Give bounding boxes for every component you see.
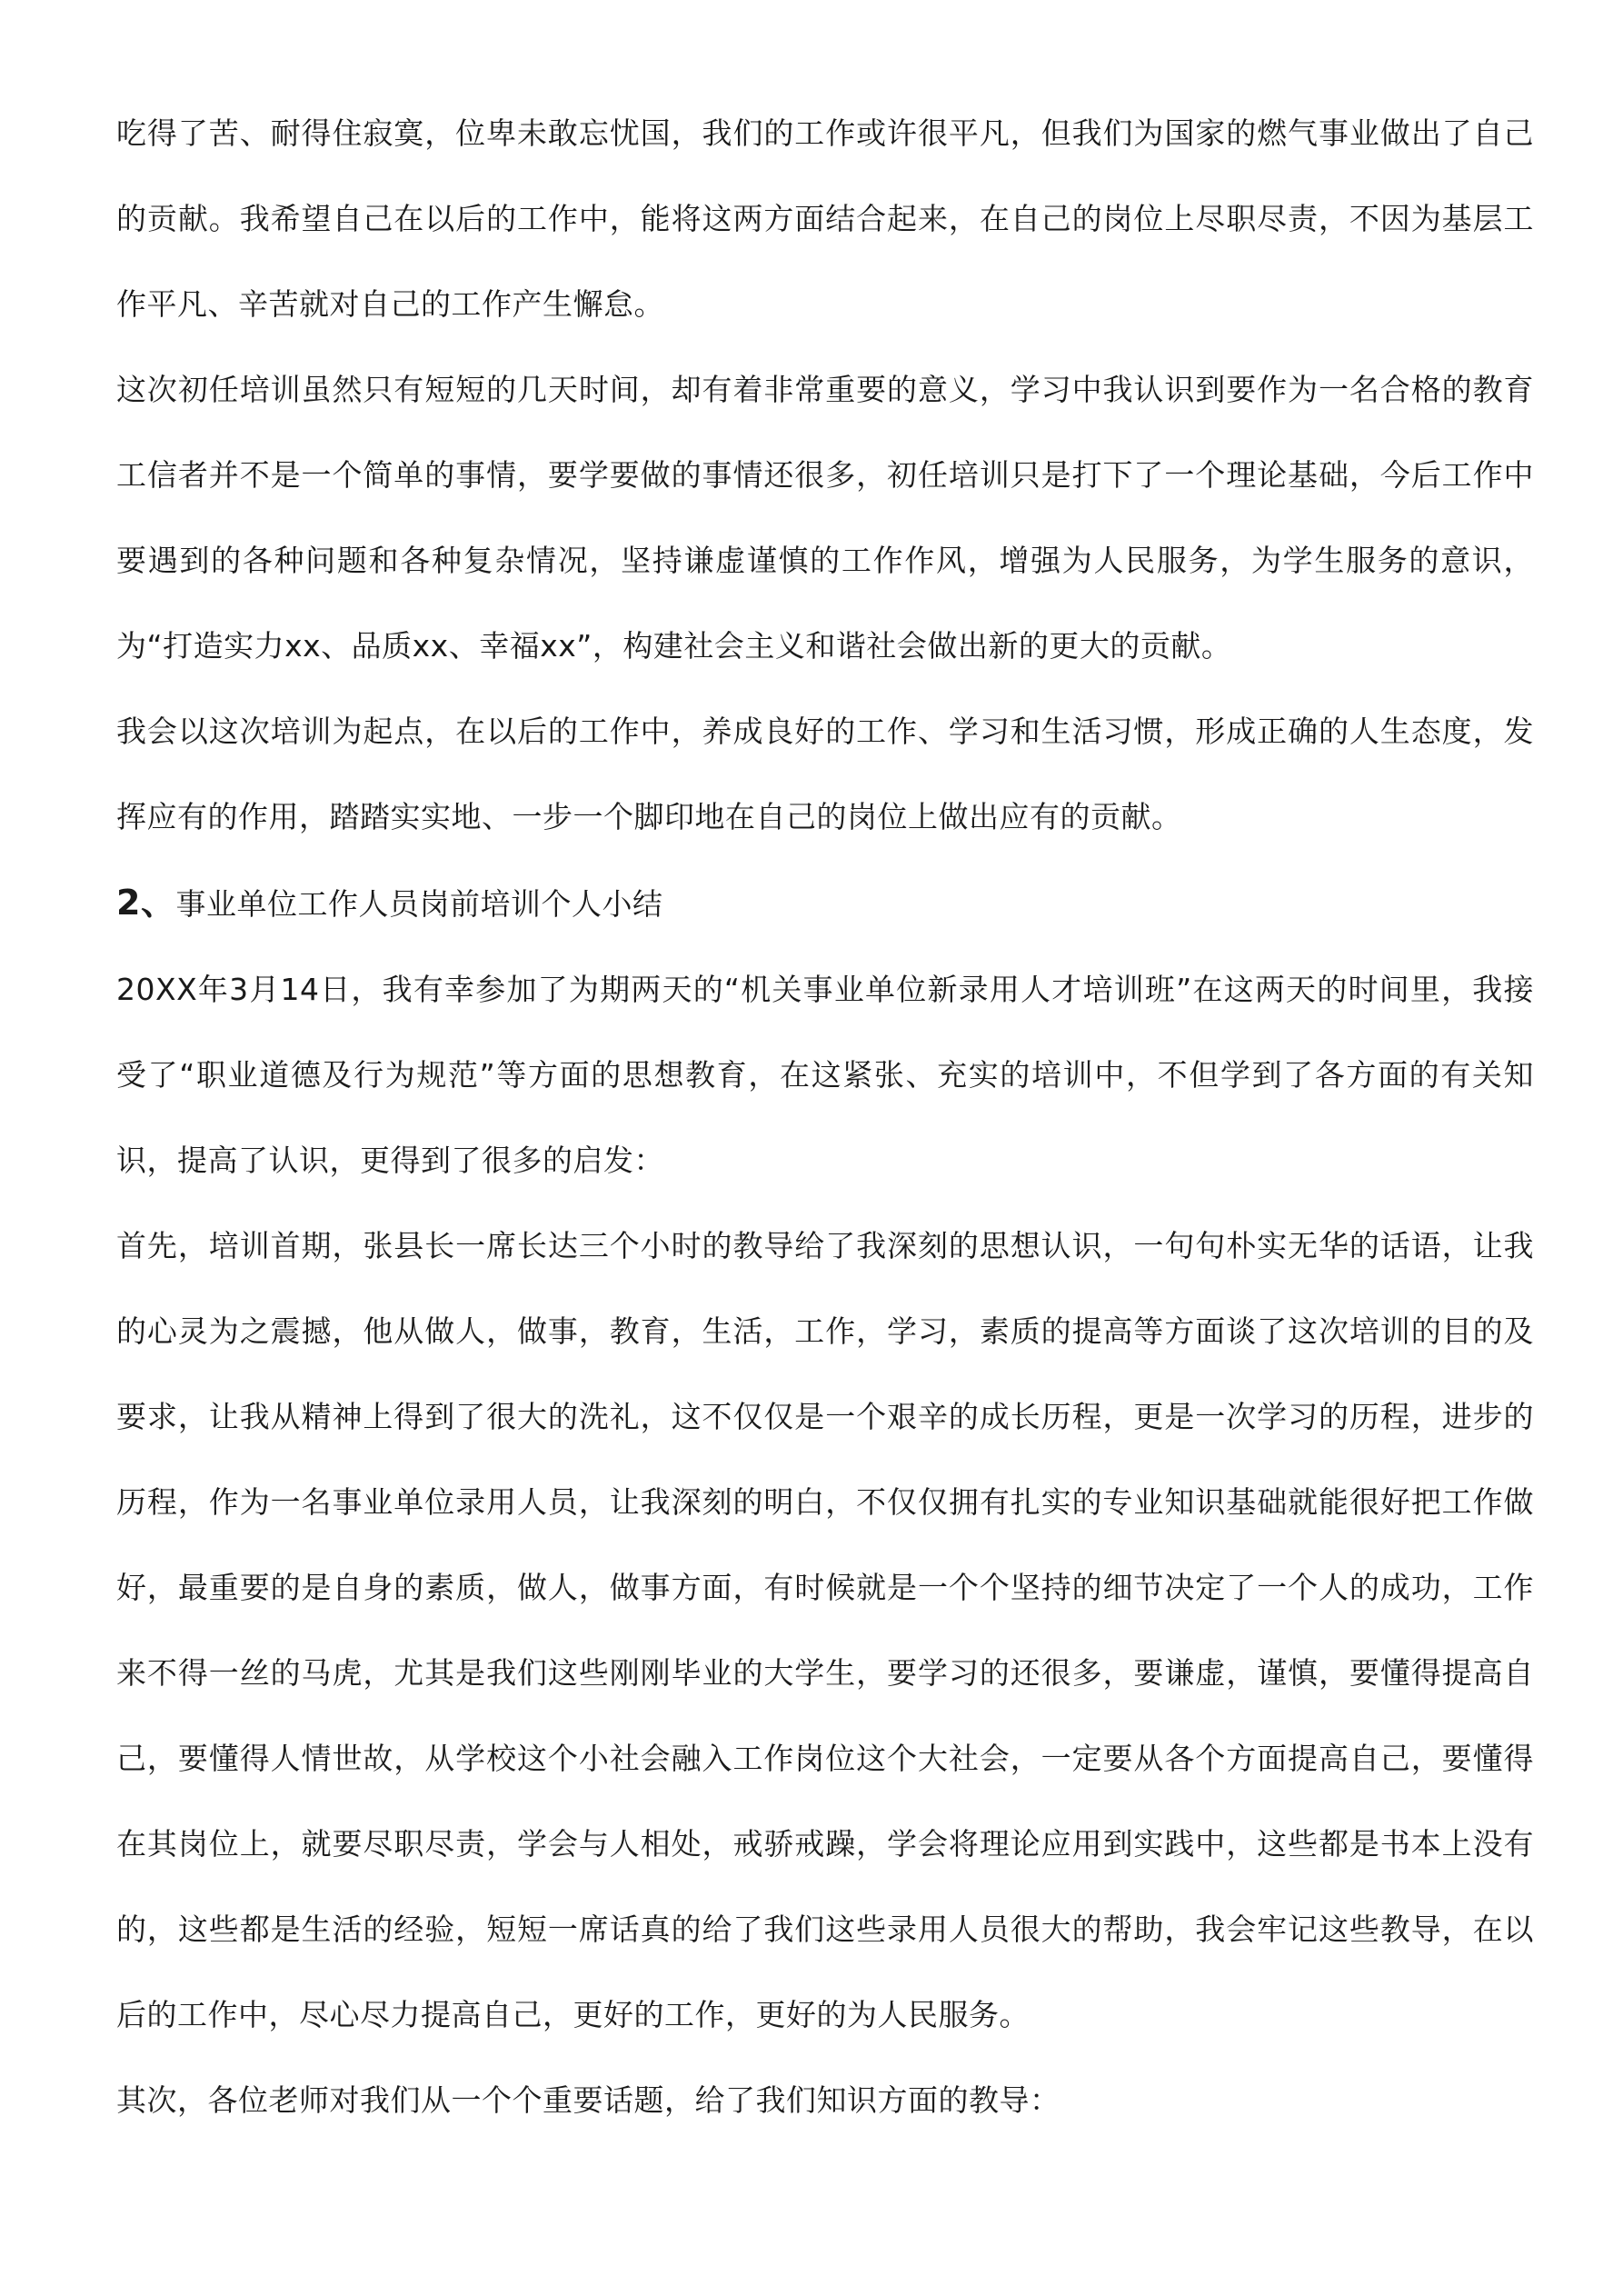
paragraph-intro: 20XX年3月14日，我有幸参加了为期两天的“机关事业单位新录用人才培训班”在这两天的时间里，我接受了“职业道德及行为规范”等方面的思想教育，在这紧张、充实的培训中，不但学到了各方面的有关知识，提高了认识，更得到了很多的启发：	[116, 972, 1534, 1178]
paragraph-commitment: 我会以这次培训为起点，在以后的工作中，养成良好的工作、学习和生活习惯，形成正确的人生态度，发挥应有的作用，踏踏实实地、一步一个脚印地在自己的岗位上做出应有的贡献。	[116, 714, 1534, 834]
paragraph-second-point: 其次，各位老师对我们从一个个重要话题，给了我们知识方面的教导：	[116, 2082, 1060, 2118]
document-page	[116, 91, 1534, 2143]
section-title: 事业单位工作人员岗前培训个人小结	[175, 886, 663, 922]
section-heading	[116, 860, 1534, 947]
paragraph-closing-continuation: 吃得了苦、耐得住寂寞，位卑未敢忘忧国，我们的工作或许很平凡，但我们为国家的燃气事业做出了自己的贡献。我希望自己在以后的工作中，能将这两方面结合起来，在自己的岗位上尽职尽责，不因为基层工作平凡、辛苦就对自己的工作产生懈怠。	[116, 115, 1534, 322]
section-number: 2、	[116, 883, 176, 923]
paragraph-training-significance: 这次初任培训虽然只有短短的几天时间，却有着非常重要的意义，学习中我认识到要作为一名合格的教育工信者并不是一个简单的事情，要学要做的事情还很多，初任培训只是打下了一个理论基础，今后工作中要遇到的各种问题和各种复杂情况，坚持谦虚谨慎的工作作风，增强为人民服务，为学生服务的意识，为“打造实力xx、品质xx、幸福xx”，构建社会主义和谐社会做出新的更大的贡献。	[116, 372, 1534, 664]
paragraph-first-point: 首先，培训首期，张县长一席长达三个小时的教导给了我深刻的思想认识，一句句朴实无华的话语，让我的心灵为之震撼，他从做人，做事，教育，生活，工作，学习，素质的提高等方面谈了这次培训的目的及要求，让我从精神上得到了很大的洗礼，这不仅仅是一个艰辛的成长历程，更是一次学习的历程，进步的历程，作为一名事业单位录用人员，让我深刻的明白，不仅仅拥有扎实的专业知识基础就能很好把工作做好，最重要的是自身的素质，做人，做事方面，有时候就是一个个坚持的细节决定了一个人的成功，工作来不得一丝的马虎，尤其是我们这些刚刚毕业的大学生，要学习的还很多，要谦虚，谨慎，要懂得提高自己，要懂得人情世故，从学校这个小社会融入工作岗位这个大社会，一定要从各个方面提高自己，要懂得在其岗位上，就要尽职尽责，学会与人相处，戒骄戒躁，学会将理论应用到实践中，这些都是书本上没有的，这些都是生活的经验，短短一席话真的给了我们这些录用人员很大的帮助，我会牢记这些教导，在以后的工作中，尽心尽力提高自己，更好的工作，更好的为人民服务。	[116, 1228, 1534, 2032]
